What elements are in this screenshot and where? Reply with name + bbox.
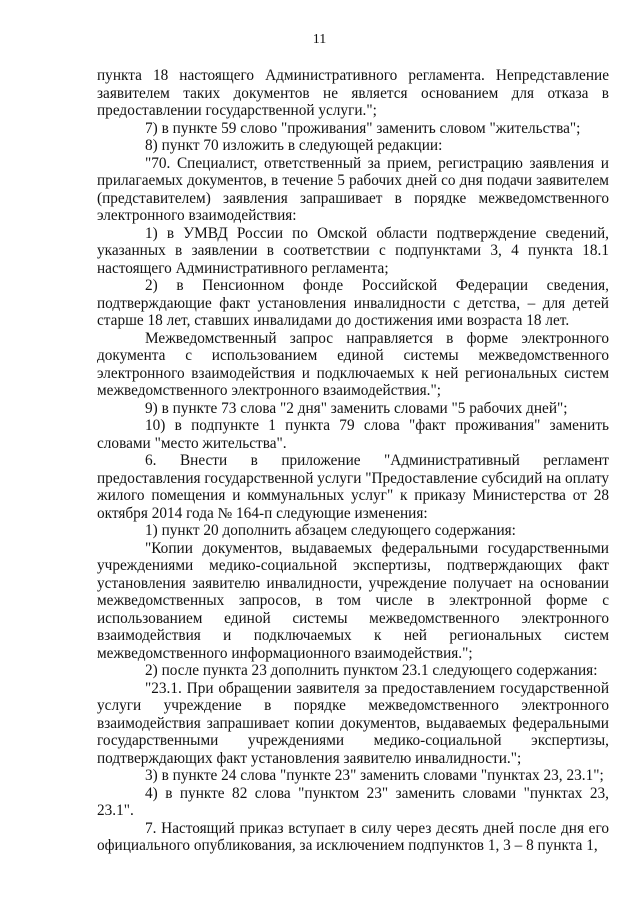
page-number: 11 bbox=[312, 32, 327, 47]
paragraph: пункта 18 настоящего Административного регламента. Непредставление заявителем таких документов не является основанием для отказа в предоставлении государственной услуги."; bbox=[97, 67, 609, 119]
paragraph: 2) после пункта 23 дополнить пунктом 23.1 следующего содержания: bbox=[145, 662, 598, 679]
document-body bbox=[97, 67, 609, 855]
paragraph: Межведомственный запрос направляется в форме электронного документа с использованием единой системы межведомственного электронного взаимодействия и подключаемых к ней региональных систем межведомственного электронного взаимодействия."; bbox=[97, 329, 609, 399]
paragraph: 2) в Пенсионном фонде Российской Федерации сведения, подтверждающие факт установления инвалидности с детства, – для детей старше 18 лет, ставших инвалидами до достижения ими возраста 18 лет. bbox=[97, 277, 609, 329]
paragraph: 7. Настоящий приказ вступает в силу через десять дней после дня его официального опубликования, за исключением подпунктов 1, 3 – 8 пункта 1, bbox=[97, 819, 609, 854]
paragraph: 8) пункт 70 изложить в следующей редакции: bbox=[145, 137, 443, 154]
paragraph: "Копии документов, выдаваемых федеральными государственными учреждениями медико-социальной экспертизы, подтверждающих факт установления заявителю инвалидности, учреждение получает на основании межведомственных запросов, в том числе в электронной форме с использованием единой системы межведомственного электронного взаимодействия и подключаемых к ней региональных систем межведомственного информационного взаимодействия."; bbox=[97, 539, 609, 662]
paragraph: 3) в пункте 24 слова "пункте 23" заменить словами "пунктах 23, 23.1"; bbox=[145, 767, 604, 784]
paragraph: 6. Внести в приложение "Административный регламент предоставления государственной услуги "Предоставление субсидий на оплату жилого помещения и коммунальных услуг" к приказу Министерства от 28 октября 2014 года № 164-п следующие изменения: bbox=[97, 452, 609, 522]
paragraph: "23.1. При обращении заявителя за предоставлением государственной услуги учреждение в порядке межведомственного электронного взаимодействия запрашивает копии документов, выдаваемых федеральными государственными учреждениями медико-социальной экспертизы, подтверждающих факт установления заявителю инвалидности."; bbox=[97, 679, 609, 767]
paragraph: 10) в подпункте 1 пункта 79 слова "факт проживания" заменить словами "место жительства". bbox=[97, 417, 609, 452]
paragraph: 7) в пункте 59 слово "проживания" заменить словом "жительства"; bbox=[145, 119, 581, 137]
paragraph: "70. Специалист, ответственный за прием, регистрацию заявления и прилагаемых документов, в течение 5 рабочих дней со дня подачи заявителем (представителем) заявления запрашивает в порядке межведомственного электронного взаимодействия: bbox=[97, 154, 609, 224]
paragraph: 9) в пункте 73 слова "2 дня" заменить словами "5 рабочих дней"; bbox=[145, 399, 568, 417]
paragraph: 1) в УМВД России по Омской области подтверждение сведений, указанных в заявлении в соответствии с подпунктами 3, 4 пункта 18.1 настоящего Административного регламента; bbox=[97, 224, 609, 277]
paragraph: 4) в пункте 82 слова "пунктом 23" заменить словами "пунктах 23, 23.1". bbox=[97, 784, 609, 819]
paragraph: 1) пункт 20 дополнить абзацем следующего содержания: bbox=[145, 522, 516, 539]
